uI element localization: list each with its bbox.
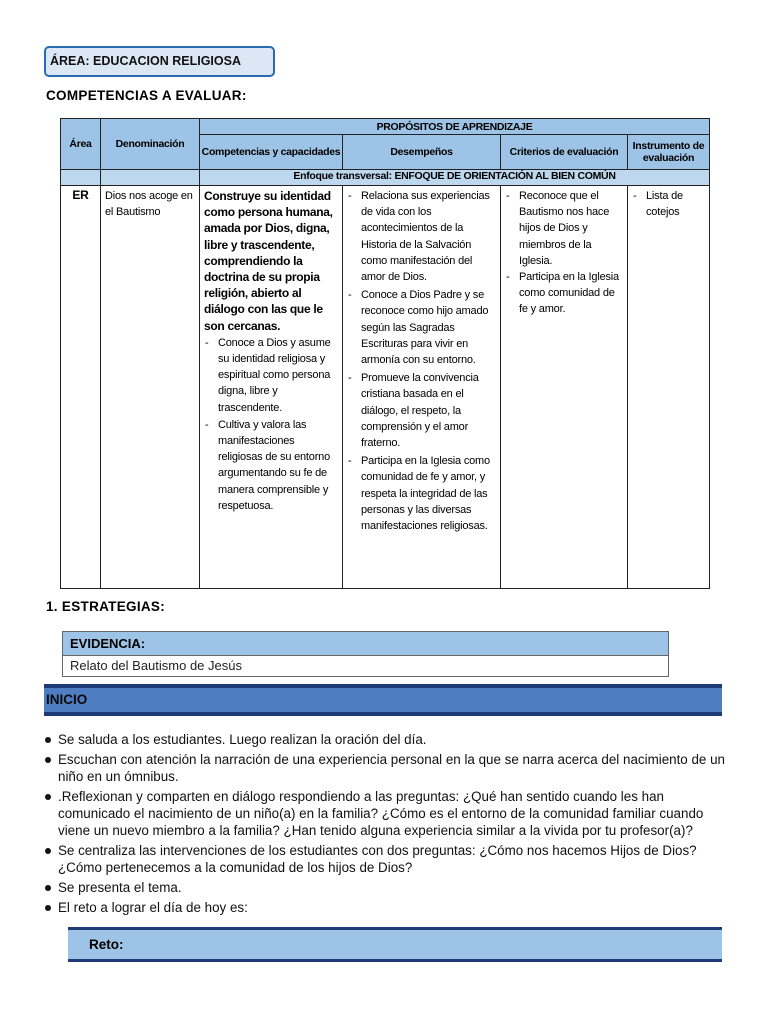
header-competencias: Competencias y capacidades — [200, 135, 343, 170]
inicio-bullet: Se centraliza las intervenciones de los estudiantes con dos preguntas: ¿Cómo nos hacemos Hijos de Dios? ¿Cómo pertenecemos a la comunidad de los hijos de Dios? — [44, 842, 734, 876]
inicio-bullet: Se saluda a los estudiantes. Luego realizan la oración del día. — [44, 731, 734, 748]
competencias-title: COMPETENCIAS A EVALUAR: — [46, 88, 247, 103]
criterios-list — [505, 188, 623, 318]
desempeno-item: - Conoce a Dios Padre y se reconoce como hijo amado según las Sagradas Escrituras para vivir en armonía con su entorno. — [347, 287, 496, 368]
competencias-table — [60, 118, 710, 589]
evidencia-value: Relato del Bautismo de Jesús — [70, 658, 242, 673]
evidencia-box — [62, 631, 669, 677]
criterio-item: - Reconoce que el Bautismo nos hace hijos de Dios y miembros de la Iglesia. — [505, 188, 623, 269]
area-label: ÁREA: EDUCACION RELIGIOSA — [50, 54, 241, 68]
desempeno-item: - Promueve la convivencia cristiana basada en el diálogo, el respeto, la comprensión y el amor fraterno. — [347, 370, 496, 451]
desempeno-item: - Participa en la Iglesia como comunidad de fe y amor, y respeta la integridad de las personas y las diversas manifestaciones religiosas. — [347, 453, 496, 534]
instrumento-item: - Lista de cotejos — [632, 188, 705, 220]
cell-desempenos — [343, 186, 501, 589]
criterio-item: - Participa en la Iglesia como comunidad de fe y amor. — [505, 269, 623, 318]
cell-area: ER — [61, 186, 101, 589]
header-desempenos: Desempeños — [343, 135, 501, 170]
estrategias-title: 1. ESTRATEGIAS: — [46, 599, 166, 614]
inicio-bullet: El reto a lograr el día de hoy es: — [44, 899, 734, 916]
header-denominacion: Denominación — [101, 119, 200, 170]
cell-denominacion: Dios nos acoge en el Bautismo — [101, 186, 200, 589]
competencia-text: Construye su identidad como persona humana, amada por Dios, digna, libre y trascendente, comprendiendo la doctrina de su propia religión, abierto al diálogo con las que le son cercanas. — [204, 189, 333, 333]
header-criterios: Criterios de evaluación — [501, 135, 628, 170]
capacidad-item: - Conoce a Dios y asume su identidad religiosa y espiritual como persona digna, libre y trascendente. — [204, 335, 338, 416]
cell-criterios — [501, 186, 628, 589]
inicio-bullet-list — [44, 731, 734, 919]
cell-competencias — [200, 186, 343, 589]
inicio-bullet: Escuchan con atención la narración de una experiencia personal en la que se narra acerca del nacimiento de un niño en un ómnibus. — [44, 751, 734, 785]
desempenos-list — [347, 188, 496, 534]
inicio-section-bar — [44, 684, 722, 716]
inicio-bullet: .Reflexionan y comparten en diálogo respondiendo a las preguntas: ¿Qué han sentido cuando les han comunicado el nacimiento de un niño(a) en la familia? ¿Cómo es el entorno de la comunidad familiar cuando viene un nuevo miembro a la familia? ¿Han tenido alguna experiencia similar a la vivida por tu profesor(a)? — [44, 788, 734, 839]
evidencia-label: EVIDENCIA: — [63, 632, 668, 656]
cell-instrumento — [628, 186, 710, 589]
reto-section-bar — [68, 927, 722, 962]
enfoque-transversal: Enfoque transversal: ENFOQUE DE ORIENTACIÓN AL BIEN COMÚN — [200, 170, 710, 186]
inicio-title: INICIO — [44, 688, 722, 712]
header-propositos: PROPÓSITOS DE APRENDIZAJE — [200, 119, 710, 135]
reto-label: Reto: — [68, 930, 722, 959]
desempeno-item: - Relaciona sus experiencias de vida con los acontecimientos de la Historia de la Salvación como manifestación del amor de Dios. — [347, 188, 496, 285]
capacidad-item: - Cultiva y valora las manifestaciones religiosas de su entorno argumentando su fe de manera comprensible y respetuosa. — [204, 417, 338, 514]
header-area: Área — [61, 119, 101, 170]
area-label-box — [44, 46, 275, 77]
capacidades-list — [204, 335, 338, 514]
inicio-bullet: Se presenta el tema. — [44, 879, 734, 896]
header-instrumento: Instrumento de evaluación — [628, 135, 710, 170]
instrumento-list — [632, 188, 705, 220]
